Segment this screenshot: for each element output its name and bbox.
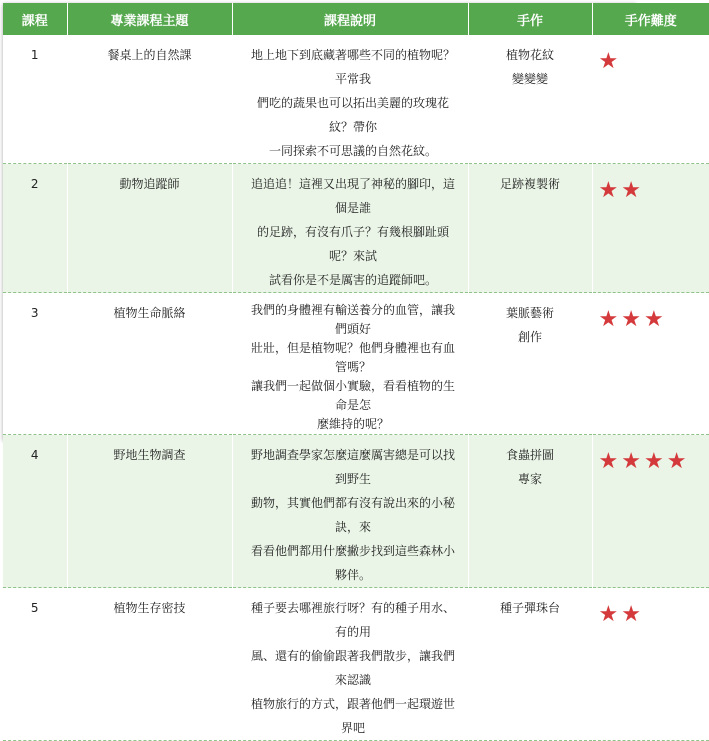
- star-icon: ★: [599, 602, 619, 627]
- topic-cell: [67, 588, 232, 741]
- course-description: [233, 35, 468, 163]
- course-description: [233, 588, 468, 740]
- description-line: 壯壯，但是植物呢？他們身體裡也有血管嗎？: [247, 339, 460, 377]
- table-row: [3, 435, 709, 588]
- header-row: [3, 3, 709, 35]
- description-cell: [232, 164, 468, 293]
- header-description: 課程說明: [232, 3, 468, 35]
- difficulty-cell: [592, 588, 709, 741]
- course-description: [233, 164, 468, 292]
- course-table-container: [3, 3, 636, 440]
- table-row: [3, 588, 709, 741]
- difficulty-cell: [592, 435, 709, 588]
- star-icon: ★: [621, 449, 641, 474]
- difficulty-stars: [593, 35, 709, 73]
- craft-line: 植物花紋: [469, 43, 592, 67]
- difficulty-stars: [593, 588, 709, 626]
- description-line: 野地調查學家怎麼這麼厲害總是可以找到野生: [247, 443, 460, 491]
- difficulty-stars: [593, 164, 709, 202]
- craft-name: [469, 588, 592, 620]
- description-line: 動物，其實他們都有沒有說出來的小秘訣，來: [247, 491, 460, 539]
- description-line: 種子要去哪裡旅行呀？有的種子用水、有的用: [247, 596, 460, 644]
- craft-cell: [468, 35, 592, 164]
- star-icon: ★: [621, 602, 641, 627]
- description-line: 植物旅行的方式，跟著他們一起環遊世界吧: [247, 692, 460, 740]
- star-icon: ★: [599, 49, 619, 74]
- course-number: 2: [3, 164, 67, 196]
- description-line: 麼維持的呢？: [247, 415, 460, 434]
- difficulty-cell: [592, 164, 709, 293]
- star-icon: ★: [599, 307, 619, 332]
- table-row: [3, 35, 709, 164]
- description-cell: [232, 293, 468, 435]
- star-icon: ★: [621, 307, 641, 332]
- course-number-cell: [3, 35, 67, 164]
- course-number: 4: [3, 435, 67, 467]
- star-icon: ★: [644, 449, 664, 474]
- star-icon: ★: [644, 307, 664, 332]
- description-line: 們吃的蔬果也可以拓出美麗的玫瑰花紋？帶你: [247, 91, 460, 139]
- course-table: [3, 3, 709, 741]
- topic-cell: [67, 35, 232, 164]
- craft-line: 變變變: [469, 67, 592, 91]
- difficulty-cell: [592, 35, 709, 164]
- course-topic: 餐桌上的自然課: [68, 35, 232, 67]
- description-line: 風、還有的偷偷跟著我們散步，讓我們來認識: [247, 644, 460, 692]
- topic-cell: [67, 435, 232, 588]
- description-line: 讓我們一起做個小實驗，看看植物的生命是怎: [247, 377, 460, 415]
- description-line: 的足跡，有沒有爪子？有幾根腳趾頭呢？來試: [247, 220, 460, 268]
- description-line: 地上地下到底藏著哪些不同的植物呢？平常我: [247, 43, 460, 91]
- course-topic: 動物追蹤師: [68, 164, 232, 196]
- craft-line: 足跡複製術: [469, 172, 592, 196]
- course-topic: 野地生物調查: [68, 435, 232, 467]
- description-line: 我們的身體裡有輸送養分的血管，讓我們頭好: [247, 301, 460, 339]
- difficulty-stars: [593, 293, 709, 331]
- craft-line: 專家: [469, 467, 592, 491]
- craft-cell: [468, 588, 592, 741]
- description-line: 追追追！這裡又出現了神秘的腳印，這個是誰: [247, 172, 460, 220]
- header-craft: 手作: [468, 3, 592, 35]
- course-topic: 植物生存密技: [68, 588, 232, 620]
- star-icon: ★: [599, 449, 619, 474]
- star-icon: ★: [621, 178, 641, 203]
- header-topic: 專業課程主題: [67, 3, 232, 35]
- course-number: 1: [3, 35, 67, 67]
- course-number-cell: [3, 293, 67, 435]
- course-number: 3: [3, 293, 67, 325]
- table-row: [3, 293, 709, 435]
- description-line: 一同探索不可思議的自然花紋。: [247, 139, 460, 163]
- course-description: [233, 293, 468, 434]
- craft-cell: [468, 435, 592, 588]
- description-cell: [232, 588, 468, 741]
- craft-line: 食蟲拼圖: [469, 443, 592, 467]
- star-icon: ★: [599, 178, 619, 203]
- course-number-cell: [3, 435, 67, 588]
- description-line: 看看他們都用什麼撇步找到這些森林小夥伴。: [247, 539, 460, 587]
- difficulty-stars: [593, 435, 709, 473]
- topic-cell: [67, 293, 232, 435]
- header-course-number: 課程: [3, 3, 67, 35]
- craft-name: [469, 293, 592, 349]
- craft-cell: [468, 164, 592, 293]
- craft-name: [469, 435, 592, 491]
- course-number-cell: [3, 164, 67, 293]
- craft-cell: [468, 293, 592, 435]
- craft-line: 種子彈珠台: [469, 596, 592, 620]
- header-difficulty: 手作難度: [592, 3, 709, 35]
- star-icon: ★: [667, 449, 687, 474]
- difficulty-cell: [592, 293, 709, 435]
- course-number: 5: [3, 588, 67, 620]
- course-number-cell: [3, 588, 67, 741]
- topic-cell: [67, 164, 232, 293]
- craft-name: [469, 35, 592, 91]
- description-cell: [232, 35, 468, 164]
- craft-line: 葉脈藝術: [469, 301, 592, 325]
- description-line: 試看你是不是厲害的追蹤師吧。: [247, 268, 460, 292]
- description-cell: [232, 435, 468, 588]
- craft-name: [469, 164, 592, 196]
- craft-line: 創作: [469, 325, 592, 349]
- course-description: [233, 435, 468, 587]
- course-topic: 植物生命脈絡: [68, 293, 232, 325]
- table-row: [3, 164, 709, 293]
